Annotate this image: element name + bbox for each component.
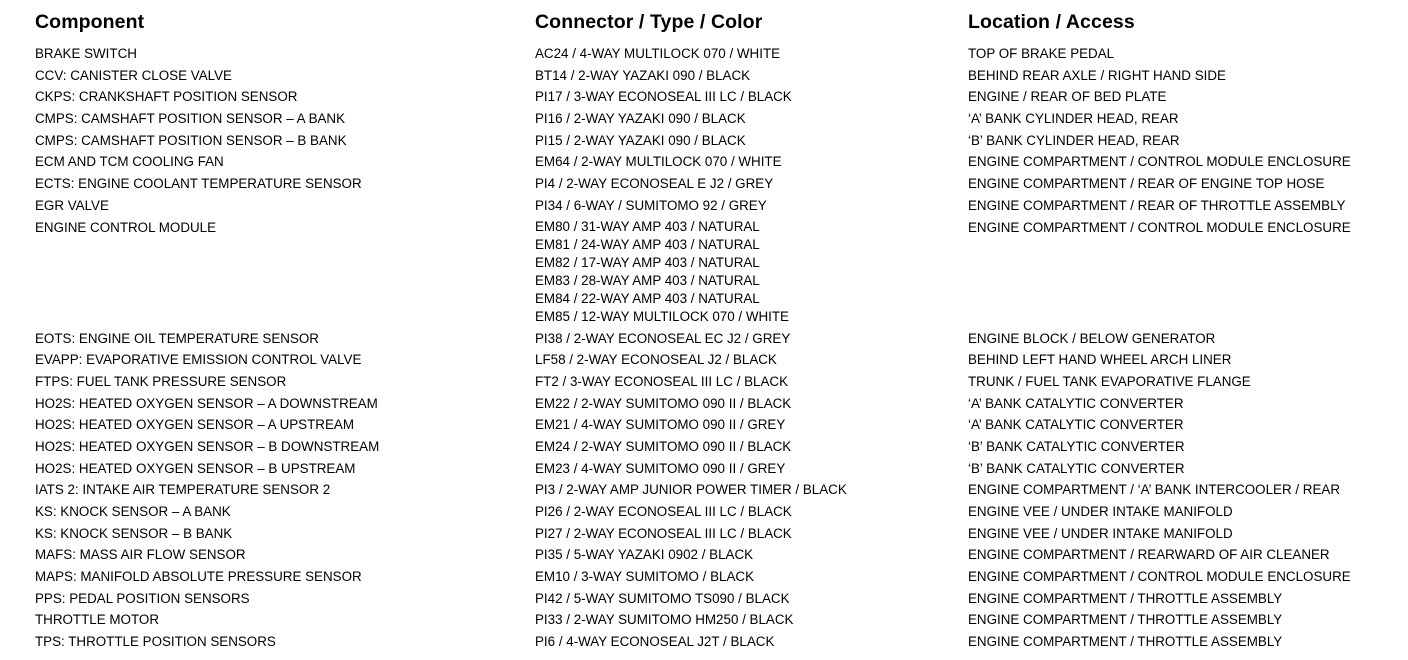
connector-line: EM64 / 2-WAY MULTILOCK 070 / WHITE (535, 154, 782, 170)
connector-line: EM82 / 17-WAY AMP 403 / NATURAL (535, 254, 760, 270)
connector-line: PI34 / 6-WAY / SUMITOMO 92 / GREY (535, 197, 767, 213)
cell-connector (535, 458, 785, 480)
cell-connector (535, 151, 782, 173)
table-row (0, 566, 1408, 588)
cell-connector (535, 501, 792, 523)
table-row (0, 479, 1408, 501)
connector-line: EM83 / 28-WAY AMP 403 / NATURAL (535, 272, 760, 288)
connector-line: PI3 / 2-WAY AMP JUNIOR POWER TIMER / BLACK (535, 482, 847, 498)
connector-line: LF58 / 2-WAY ECONOSEAL J2 / BLACK (535, 352, 777, 368)
connector-line: EM23 / 4-WAY SUMITOMO 090 II / GREY (535, 460, 786, 476)
cell-component: IATS 2: INTAKE AIR TEMPERATURE SENSOR 2 (35, 482, 331, 498)
connector-line: PI35 / 5-WAY YAZAKI 0902 / BLACK (535, 547, 754, 563)
table-row (0, 173, 1408, 195)
cell-connector (535, 371, 788, 393)
cell-component: ECM AND TCM COOLING FAN (35, 154, 224, 170)
cell-location: ‘B’ BANK CATALYTIC CONVERTER (968, 438, 1185, 454)
cell-component: PPS: PEDAL POSITION SENSORS (35, 590, 250, 606)
cell-connector (535, 65, 750, 87)
cell-connector (535, 544, 753, 566)
cell-connector (535, 43, 780, 65)
cell-component: CMPS: CAMSHAFT POSITION SENSOR – A BANK (35, 111, 346, 127)
connector-line: PI33 / 2-WAY SUMITOMO HM250 / BLACK (535, 612, 794, 628)
table-row (0, 458, 1408, 480)
table-row (0, 217, 1408, 328)
cell-component: FTPS: FUEL TANK PRESSURE SENSOR (35, 373, 287, 389)
table-row (0, 371, 1408, 393)
table-row (0, 108, 1408, 130)
cell-component: MAFS: MASS AIR FLOW SENSOR (35, 547, 246, 563)
table-body (0, 43, 1408, 653)
cell-component: ECTS: ENGINE COOLANT TEMPERATURE SENSOR (35, 176, 362, 192)
connector-line: PI16 / 2-WAY YAZAKI 090 / BLACK (535, 111, 746, 127)
cell-location: ENGINE COMPARTMENT / CONTROL MODULE ENCLOSURE (968, 569, 1351, 585)
table-row (0, 130, 1408, 152)
cell-location: ENGINE COMPARTMENT / THROTTLE ASSEMBLY (968, 634, 1283, 650)
cell-component: EOTS: ENGINE OIL TEMPERATURE SENSOR (35, 330, 319, 346)
table-row (0, 393, 1408, 415)
connector-line: PI38 / 2-WAY ECONOSEAL EC J2 / GREY (535, 330, 791, 346)
connector-line: PI17 / 3-WAY ECONOSEAL III LC / BLACK (535, 89, 792, 105)
table-row (0, 501, 1408, 523)
cell-component: HO2S: HEATED OXYGEN SENSOR – B UPSTREAM (35, 460, 356, 476)
connector-line: PI6 / 4-WAY ECONOSEAL J2T / BLACK (535, 634, 775, 650)
connector-line: EM21 / 4-WAY SUMITOMO 090 II / GREY (535, 417, 786, 433)
cell-location: TRUNK / FUEL TANK EVAPORATIVE FLANGE (968, 373, 1251, 389)
cell-component: KS: KNOCK SENSOR – B BANK (35, 525, 233, 541)
cell-location: ‘A’ BANK CATALYTIC CONVERTER (968, 395, 1184, 411)
cell-component: CKPS: CRANKSHAFT POSITION SENSOR (35, 89, 298, 105)
cell-component: EVAPP: EVAPORATIVE EMISSION CONTROL VALVE (35, 352, 362, 368)
table-row (0, 631, 1408, 653)
cell-location: ‘A’ BANK CYLINDER HEAD, REAR (968, 111, 1179, 127)
connector-line: AC24 / 4-WAY MULTILOCK 070 / WHITE (535, 46, 781, 61)
connector-line: PI42 / 5-WAY SUMITOMO TS090 / BLACK (535, 590, 790, 606)
cell-location: ‘A’ BANK CATALYTIC CONVERTER (968, 417, 1184, 433)
cell-location: ENGINE COMPARTMENT / THROTTLE ASSEMBLY (968, 590, 1283, 606)
connector-line: FT2 / 3-WAY ECONOSEAL III LC / BLACK (535, 373, 789, 389)
table-row (0, 436, 1408, 458)
connector-line: EM81 / 24-WAY AMP 403 / NATURAL (535, 236, 760, 252)
cell-connector (535, 436, 791, 458)
cell-location: ENGINE / REAR OF BED PLATE (968, 89, 1167, 105)
cell-location: ENGINE COMPARTMENT / REAR OF ENGINE TOP HOSE (968, 176, 1325, 192)
cell-location: ‘B’ BANK CYLINDER HEAD, REAR (968, 132, 1180, 148)
cell-connector (535, 86, 792, 108)
connector-line: EM22 / 2-WAY SUMITOMO 090 II / BLACK (535, 395, 792, 411)
table-row (0, 86, 1408, 108)
cell-connector (535, 130, 746, 152)
cell-connector (535, 479, 847, 501)
cell-component: KS: KNOCK SENSOR – A BANK (35, 504, 231, 519)
header-component: Component (35, 11, 145, 33)
cell-component: CMPS: CAMSHAFT POSITION SENSOR – B BANK (35, 132, 347, 148)
cell-component: BRAKE SWITCH (35, 46, 137, 61)
table-row (0, 349, 1408, 371)
cell-component: MAPS: MANIFOLD ABSOLUTE PRESSURE SENSOR (35, 569, 362, 585)
connector-line: EM80 / 31-WAY AMP 403 / NATURAL (535, 218, 760, 234)
header-connector-type-color: Connector / Type / Color (535, 11, 763, 33)
cell-location: ENGINE VEE / UNDER INTAKE MANIFOLD (968, 525, 1233, 541)
cell-connector (535, 414, 785, 436)
cell-connector (535, 523, 792, 545)
cell-location: ENGINE COMPARTMENT / CONTROL MODULE ENCLOSURE (968, 219, 1351, 235)
connector-line: PI26 / 2-WAY ECONOSEAL III LC / BLACK (535, 504, 792, 519)
cell-location: BEHIND REAR AXLE / RIGHT HAND SIDE (968, 67, 1226, 83)
cell-connector (535, 393, 791, 415)
connector-line: EM10 / 3-WAY SUMITOMO / BLACK (535, 569, 755, 585)
connector-line: EM84 / 22-WAY AMP 403 / NATURAL (535, 290, 760, 306)
table-row (0, 65, 1408, 87)
connector-line: PI15 / 2-WAY YAZAKI 090 / BLACK (535, 132, 746, 148)
cell-location: TOP OF BRAKE PEDAL (968, 46, 1115, 61)
connector-line: EM85 / 12-WAY MULTILOCK 070 / WHITE (535, 308, 789, 324)
table-row (0, 523, 1408, 545)
cell-component: HO2S: HEATED OXYGEN SENSOR – A UPSTREAM (35, 417, 354, 433)
cell-connector (535, 195, 767, 217)
connector-line: EM24 / 2-WAY SUMITOMO 090 II / BLACK (535, 438, 792, 454)
table-row (0, 414, 1408, 436)
table-row (0, 328, 1408, 350)
cell-location: ENGINE COMPARTMENT / REARWARD OF AIR CLEANER (968, 547, 1330, 563)
table-row (0, 609, 1408, 631)
table-row (0, 151, 1408, 173)
cell-connector (535, 349, 777, 371)
cell-location: ENGINE COMPARTMENT / THROTTLE ASSEMBLY (968, 612, 1283, 628)
table-row (0, 43, 1408, 65)
cell-connector (535, 328, 790, 350)
table-header (0, 11, 1408, 37)
cell-location: ENGINE COMPARTMENT / REAR OF THROTTLE ASSEMBLY (968, 197, 1346, 213)
cell-component: HO2S: HEATED OXYGEN SENSOR – A DOWNSTREAM (35, 395, 378, 411)
cell-connector (535, 631, 774, 653)
cell-connector (535, 609, 793, 631)
cell-connector (535, 173, 773, 195)
cell-component: TPS: THROTTLE POSITION SENSORS (35, 634, 276, 650)
cell-connector (535, 108, 746, 130)
cell-location: BEHIND LEFT HAND WHEEL ARCH LINER (968, 352, 1232, 368)
cell-connector (535, 588, 790, 610)
cell-component: CCV: CANISTER CLOSE VALVE (35, 67, 232, 83)
cell-component: EGR VALVE (35, 197, 109, 213)
connector-line: PI4 / 2-WAY ECONOSEAL E J2 / GREY (535, 176, 774, 192)
connector-line: PI27 / 2-WAY ECONOSEAL III LC / BLACK (535, 525, 792, 541)
cell-component: THROTTLE MOTOR (35, 612, 159, 628)
table-row (0, 588, 1408, 610)
header-location-access: Location / Access (968, 11, 1135, 33)
cell-location: ENGINE COMPARTMENT / CONTROL MODULE ENCLOSURE (968, 154, 1351, 170)
cell-connector (535, 218, 789, 326)
cell-location: ENGINE COMPARTMENT / ‘A’ BANK INTERCOOLER / REAR (968, 482, 1341, 498)
cell-component: ENGINE CONTROL MODULE (35, 219, 217, 235)
cell-location: ‘B’ BANK CATALYTIC CONVERTER (968, 460, 1185, 476)
cell-location: ENGINE BLOCK / BELOW GENERATOR (968, 330, 1216, 346)
table-row (0, 195, 1408, 217)
cell-connector (535, 566, 754, 588)
cell-component: HO2S: HEATED OXYGEN SENSOR – B DOWNSTREAM (35, 438, 380, 454)
table-row (0, 544, 1408, 566)
connector-line: BT14 / 2-WAY YAZAKI 090 / BLACK (535, 67, 751, 83)
cell-location: ENGINE VEE / UNDER INTAKE MANIFOLD (968, 504, 1233, 519)
